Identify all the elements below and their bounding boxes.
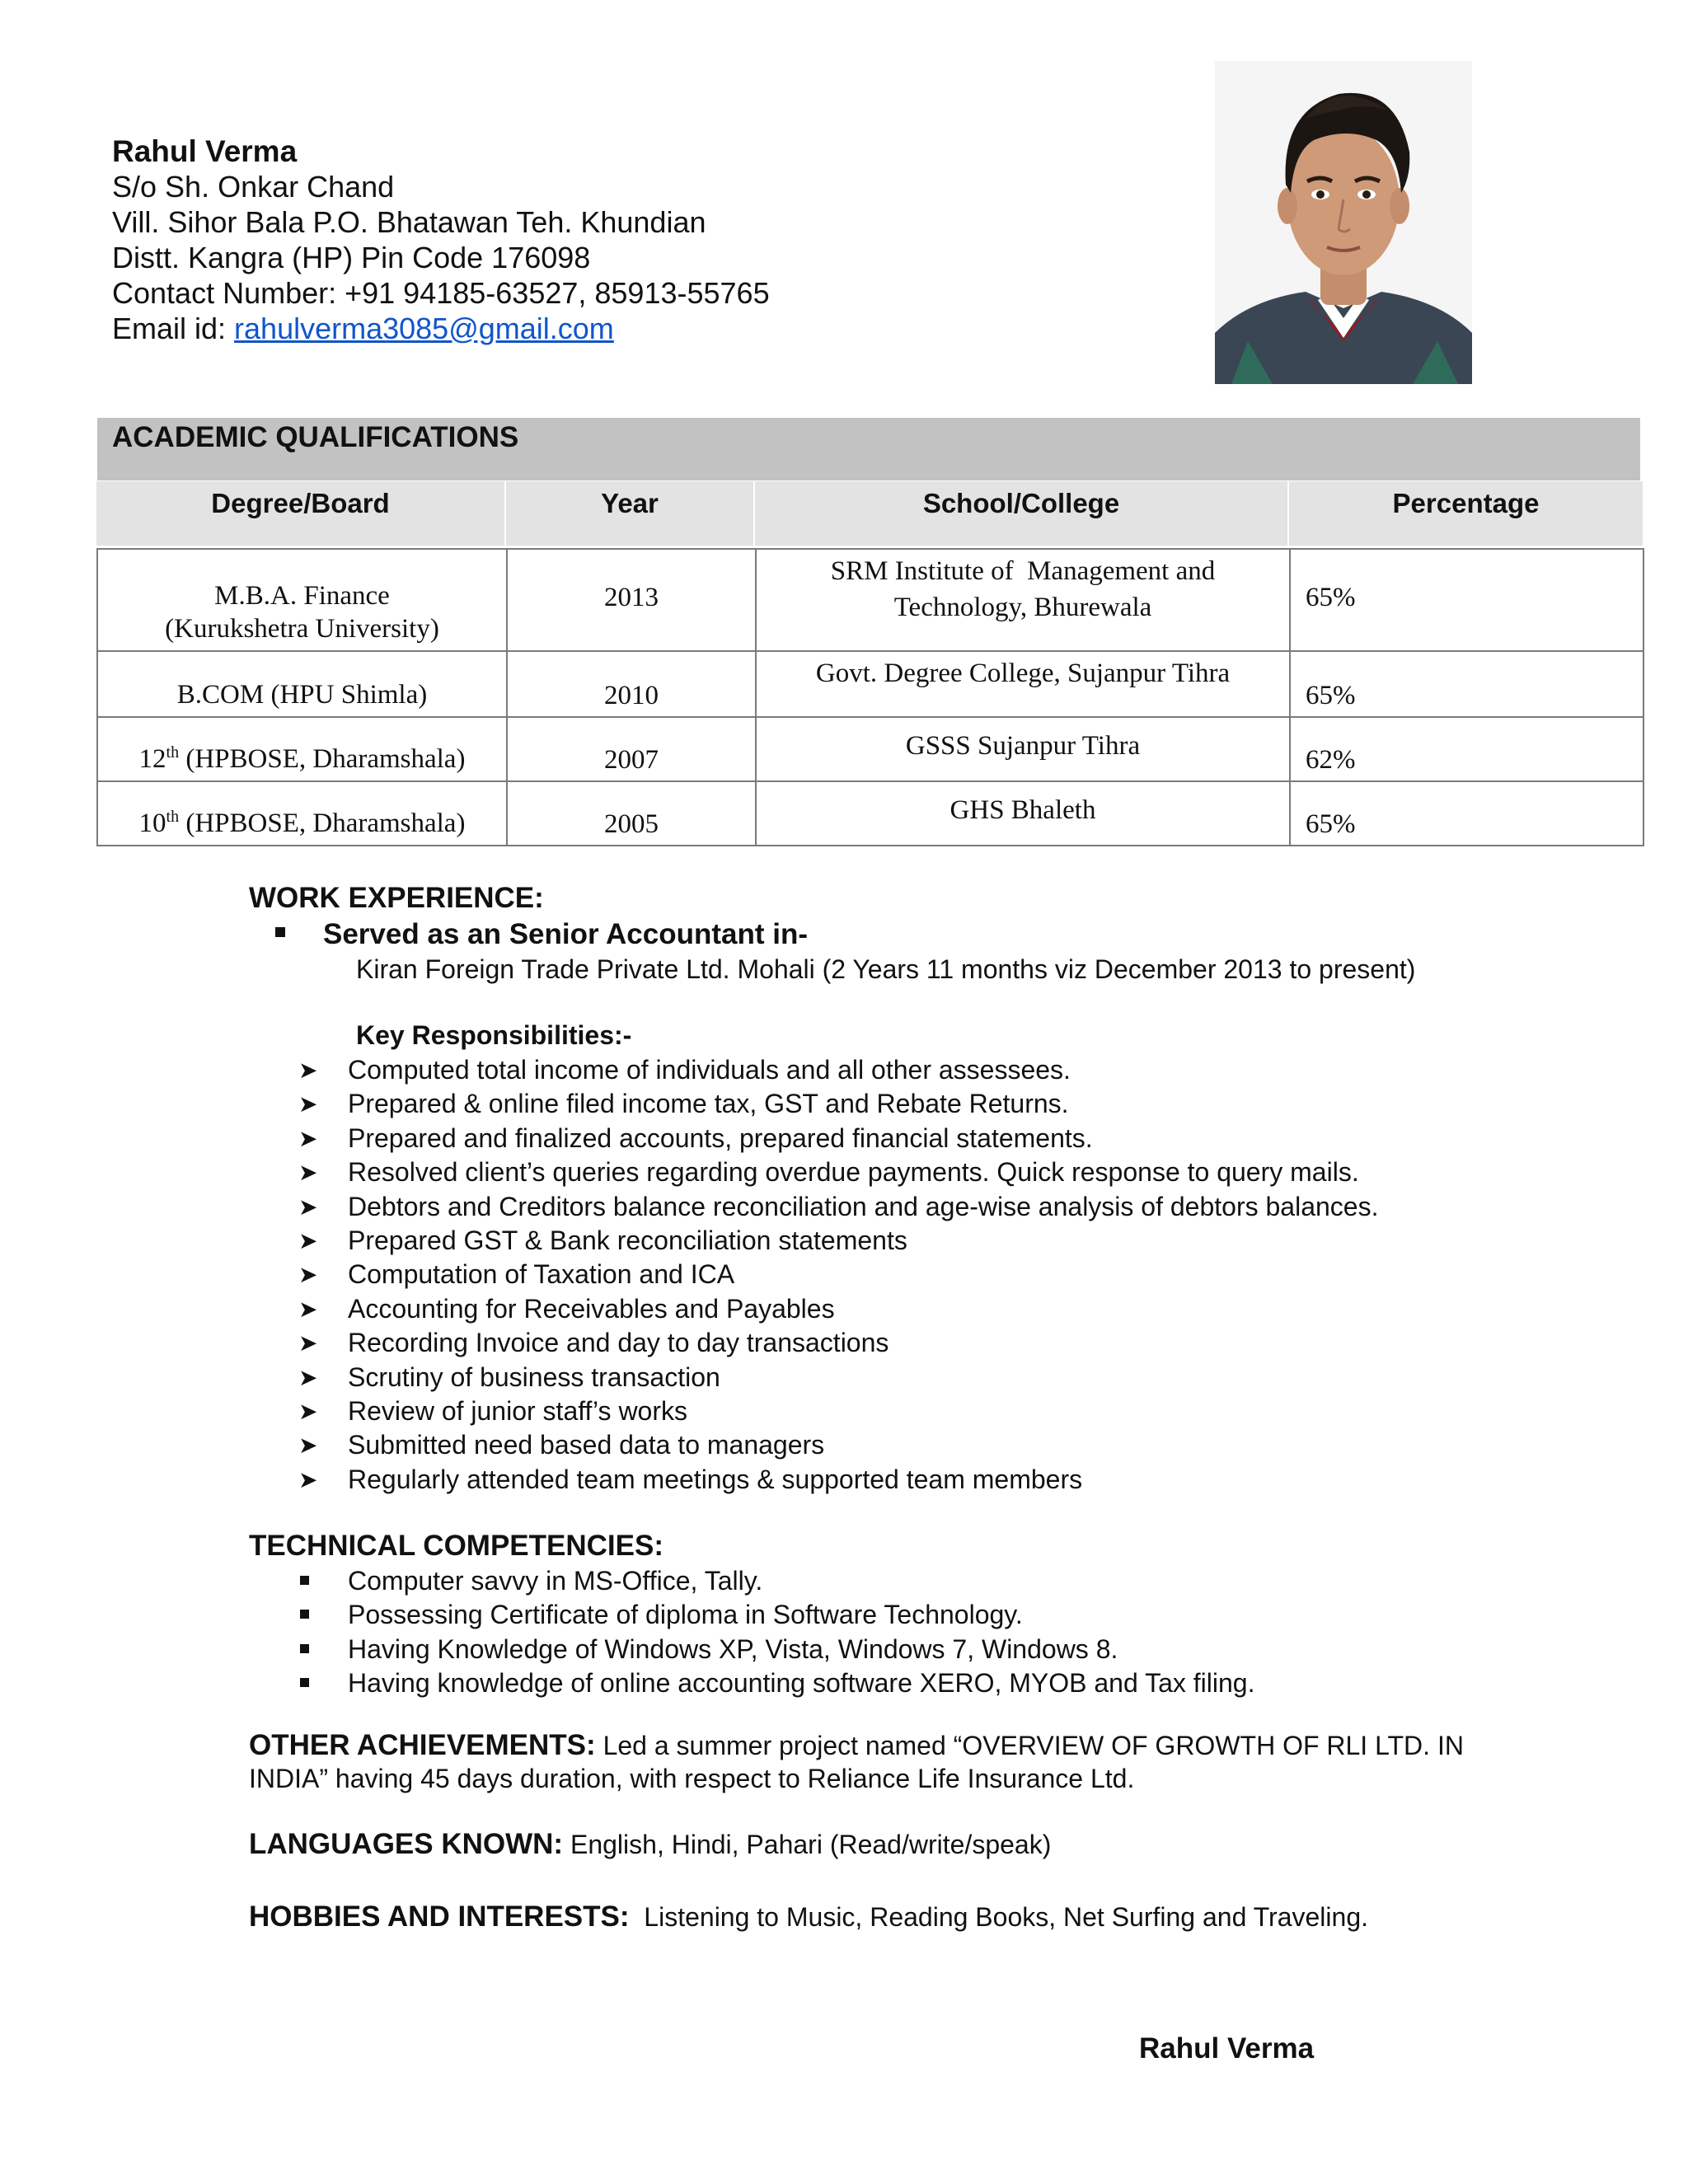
table-row xyxy=(97,717,1643,781)
email-label: Email id: xyxy=(112,312,235,345)
arrow-bullet-icon: ➤ xyxy=(298,1193,318,1220)
academic-table-header xyxy=(96,481,1643,546)
degree-number: 10 xyxy=(138,808,166,838)
list-item xyxy=(298,1224,1378,1258)
col-percentage: Percentage xyxy=(1392,488,1540,518)
role-title: Served as an Senior Accountant in- xyxy=(323,918,809,950)
list-item-text: Having knowledge of online accounting software XERO, MYOB and Tax filing. xyxy=(348,1668,1255,1699)
col-school-college: School/College xyxy=(755,481,1289,546)
arrow-bullet-icon: ➤ xyxy=(298,1399,318,1425)
degree-suffix: th xyxy=(166,808,180,826)
year-cell: 2013 xyxy=(507,549,756,651)
school-cell: GHS Bhaleth xyxy=(756,781,1290,846)
square-bullet-icon xyxy=(300,1576,309,1585)
degree-cell xyxy=(97,717,507,781)
academic-table xyxy=(96,548,1644,846)
company-detail: Kiran Foreign Trade Private Ltd. Mohali (2 Years 11 months viz December 2013 to present) xyxy=(356,954,1416,984)
languages-paragraph xyxy=(249,1828,1535,1861)
list-item-text: Recording Invoice and day to day transactions xyxy=(348,1328,889,1358)
list-item-text: Resolved client’s queries regarding overdue payments. Quick response to query mails. xyxy=(348,1157,1359,1188)
list-item xyxy=(298,1122,1378,1155)
arrow-bullet-icon: ➤ xyxy=(298,1091,318,1118)
list-item xyxy=(298,1053,1378,1087)
profile-photo xyxy=(1215,61,1472,384)
table-row xyxy=(97,651,1643,717)
degree-cell xyxy=(97,549,507,651)
degree-number: 12 xyxy=(138,744,166,774)
list-item-text: Having Knowledge of Windows XP, Vista, Windows 7, Windows 8. xyxy=(348,1633,1118,1664)
address-line-1: Vill. Sihor Bala P.O. Bhatawan Teh. Khundian xyxy=(112,205,706,239)
list-item-text: Computation of Taxation and ICA xyxy=(348,1259,735,1290)
contact-header xyxy=(112,134,770,346)
arrow-bullet-icon: ➤ xyxy=(298,1364,318,1390)
list-item xyxy=(298,1326,1378,1360)
list-item xyxy=(298,1463,1378,1497)
degree-cell xyxy=(97,781,507,846)
achievements-paragraph xyxy=(249,1729,1535,1795)
list-item xyxy=(298,1633,1254,1666)
arrow-bullet-icon: ➤ xyxy=(298,1262,318,1288)
father-name: S/o Sh. Onkar Chand xyxy=(112,170,395,204)
table-row xyxy=(97,549,1643,651)
list-item-text: Regularly attended team meetings & supported team members xyxy=(348,1464,1083,1494)
list-item-text: Prepared and finalized accounts, prepared financial statements. xyxy=(348,1122,1093,1153)
email-row xyxy=(112,311,770,346)
square-bullet-icon xyxy=(300,1644,309,1653)
degree-board: (HPBOSE, Dharamshala) xyxy=(179,808,466,838)
hobbies-text: Listening to Music, Reading Books, Net Surfing and Traveling. xyxy=(629,1902,1368,1932)
school-cell xyxy=(756,549,1290,651)
arrow-bullet-icon: ➤ xyxy=(298,1296,318,1322)
list-item-text: Accounting for Receivables and Payables xyxy=(348,1293,835,1324)
col-year: Year xyxy=(506,481,755,546)
key-responsibilities-label: Key Responsibilities:- xyxy=(356,1020,632,1050)
address-line-2: Distt. Kangra (HP) Pin Code 176098 xyxy=(112,241,591,274)
languages-text: English, Hindi, Pahari (Read/write/speak) xyxy=(563,1830,1052,1859)
degree-suffix: th xyxy=(166,743,180,762)
contact-number: Contact Number: +91 94185-63527, 85913-55765 xyxy=(112,276,770,310)
list-item xyxy=(298,1258,1378,1291)
degree-board: (HPBOSE, Dharamshala) xyxy=(179,744,466,774)
technical-list xyxy=(298,1564,1254,1701)
school-cell: Govt. Degree College, Sujanpur Tihra xyxy=(756,651,1290,717)
arrow-bullet-icon: ➤ xyxy=(298,1330,318,1357)
portrait-image xyxy=(1215,61,1472,384)
hobbies-label: HOBBIES AND INTERESTS: xyxy=(249,1900,630,1933)
arrow-bullet-icon: ➤ xyxy=(298,1432,318,1459)
square-bullet-icon xyxy=(300,1610,309,1619)
year-cell: 2010 xyxy=(507,651,756,717)
list-item-text: Scrutiny of business transaction xyxy=(348,1361,720,1392)
arrow-bullet-icon: ➤ xyxy=(298,1466,318,1493)
school-text: SRM Institute of Management and xyxy=(830,556,1216,586)
signature-name: Rahul Verma xyxy=(1139,2032,1315,2064)
arrow-bullet-icon: ➤ xyxy=(298,1125,318,1151)
square-bullet-icon xyxy=(275,927,285,937)
list-item-text: Possessing Certificate of diploma in Software Technology. xyxy=(348,1600,1023,1630)
list-item xyxy=(298,1087,1378,1121)
languages-label: LANGUAGES KNOWN: xyxy=(249,1828,564,1860)
arrow-bullet-icon: ➤ xyxy=(298,1160,318,1186)
list-item xyxy=(298,1361,1378,1394)
percentage-cell: 65% xyxy=(1290,781,1643,846)
arrow-bullet-icon: ➤ xyxy=(298,1228,318,1254)
list-item xyxy=(298,1292,1378,1326)
achievements-text: Led a summer project named “OVERVIEW OF GROWTH OF RLI LTD. IN INDIA” having 45 days duration, with respect to Reliance Life Insurance Ltd. xyxy=(249,1731,1464,1793)
percentage-cell: 62% xyxy=(1290,717,1643,781)
list-item xyxy=(298,1190,1378,1224)
list-item xyxy=(298,1666,1254,1700)
degree-cell: B.COM (HPU Shimla) xyxy=(97,651,507,717)
list-item xyxy=(298,1428,1378,1462)
achievements-label: OTHER ACHIEVEMENTS: xyxy=(249,1729,596,1761)
col-degree-board: Degree/Board xyxy=(96,481,506,546)
academic-section-title: ACADEMIC QUALIFICATIONS xyxy=(97,418,1640,480)
list-item-text: Prepared GST & Bank reconciliation statements xyxy=(348,1226,907,1256)
square-bullet-icon xyxy=(300,1678,309,1687)
email-link[interactable]: rahulverma3085@gmail.com xyxy=(234,312,614,345)
responsibilities-list xyxy=(298,1053,1378,1497)
hobbies-paragraph xyxy=(249,1900,1535,1933)
work-experience-title: WORK EXPERIENCE: xyxy=(249,882,544,914)
list-item xyxy=(298,1564,1254,1598)
school-cell: GSSS Sujanpur Tihra xyxy=(756,717,1290,781)
degree-text: M.B.A. Finance xyxy=(214,581,390,611)
table-row xyxy=(97,781,1643,846)
percentage-cell: 65% xyxy=(1290,651,1643,717)
list-item xyxy=(298,1598,1254,1632)
list-item-text: Submitted need based data to managers xyxy=(348,1430,825,1460)
school-subtext: Technology, Bhurewala xyxy=(893,593,1152,622)
list-item-text: Debtors and Creditors balance reconciliation and age-wise analysis of debtors balances. xyxy=(348,1191,1379,1221)
year-cell: 2005 xyxy=(507,781,756,846)
list-item-text: Computed total income of individuals and all other assessees. xyxy=(348,1055,1071,1085)
list-item xyxy=(298,1394,1378,1428)
candidate-name: Rahul Verma xyxy=(112,134,298,168)
list-item-text: Review of junior staff’s works xyxy=(348,1396,687,1427)
arrow-bullet-icon: ➤ xyxy=(298,1057,318,1083)
degree-subtext: (Kurukshetra University) xyxy=(165,614,439,644)
percentage-cell: 65% xyxy=(1290,549,1643,651)
list-item-text: Computer savvy in MS-Office, Tally. xyxy=(348,1566,763,1596)
list-item xyxy=(298,1155,1378,1189)
year-cell: 2007 xyxy=(507,717,756,781)
list-item-text: Prepared & online filed income tax, GST and Rebate Returns. xyxy=(348,1089,1069,1119)
technical-competencies-title: TECHNICAL COMPETENCIES: xyxy=(249,1530,663,1562)
